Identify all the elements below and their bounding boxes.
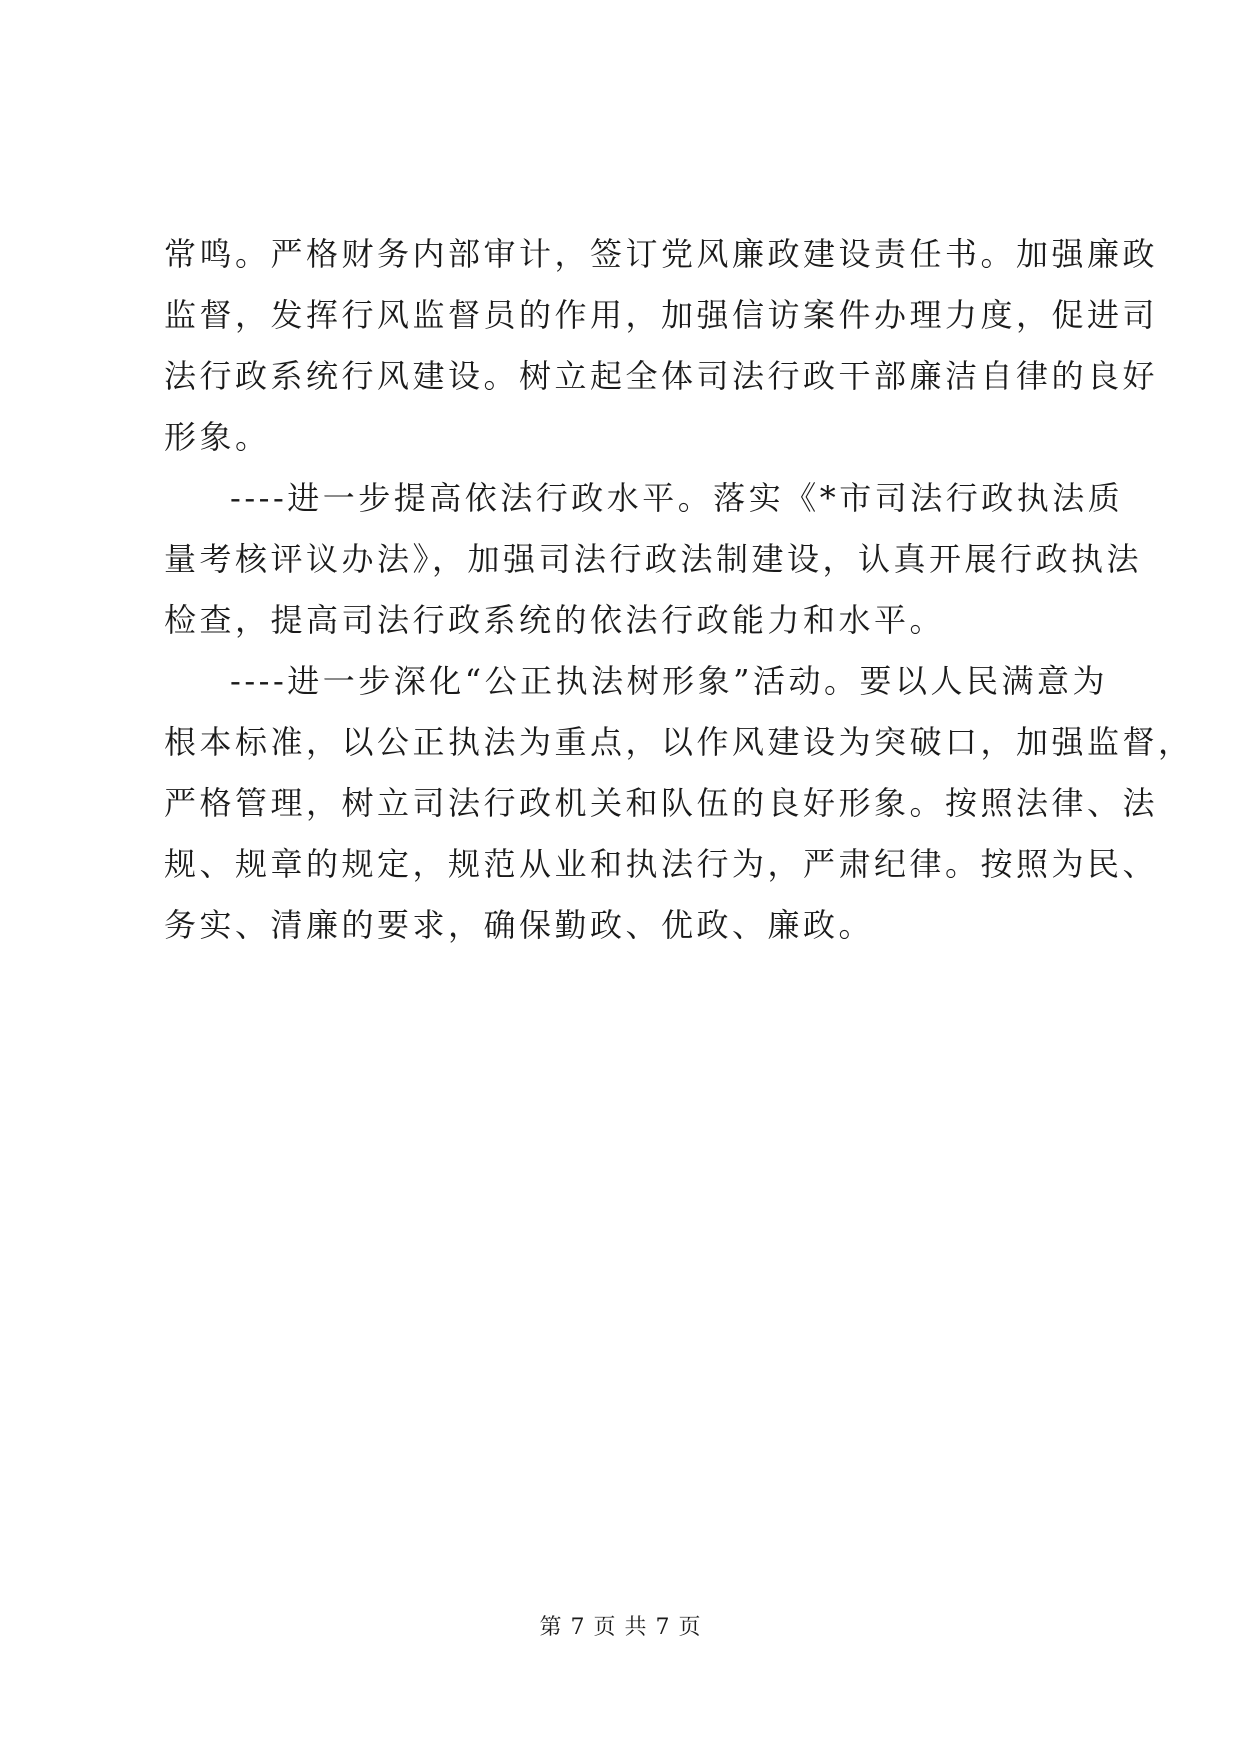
paragraph-2-line-3: 检查，提高司法行政系统的依法行政能力和水平。: [164, 601, 946, 639]
paragraph-1-line-3: 法行政系统行风建设。树立起全体司法行政干部廉洁自律的良好: [164, 357, 1159, 395]
body-text: [164, 224, 1194, 956]
paragraph-3-line-1: ----进一步深化“公正执法树形象”活动。要以人民满意为: [230, 662, 1108, 700]
paragraph-3-line-5: 务实、清廉的要求，确保勤政、优政、廉政。: [164, 906, 875, 944]
paragraph-3-line-3: 严格管理，树立司法行政机关和队伍的良好形象。按照法律、法: [164, 784, 1159, 822]
paragraph-2-line-1: ----进一步提高依法行政水平。落实《*市司法行政执法质: [230, 479, 1124, 517]
paragraph-3-line-2: 根本标准，以公正执法为重点，以作风建设为突破口，加强监督，: [164, 723, 1194, 761]
page-number-footer: 第 7 页 共 7 页: [539, 1615, 702, 1640]
paragraph-2-line-2: 量考核评议办法》，加强司法行政法制建设，认真开展行政执法: [164, 540, 1143, 578]
paragraph-3-line-4: 规、规章的规定，规范从业和执法行为，严肃纪律。按照为民、: [164, 845, 1159, 883]
paragraph-1-line-1: 常鸣。严格财务内部审计，签订党风廉政建设责任书。加强廉政: [164, 235, 1159, 273]
paragraph-1-line-2: 监督，发挥行风监督员的作用，加强信访案件办理力度，促进司: [164, 296, 1159, 334]
paragraph-1-line-4: 形象。: [164, 418, 271, 456]
